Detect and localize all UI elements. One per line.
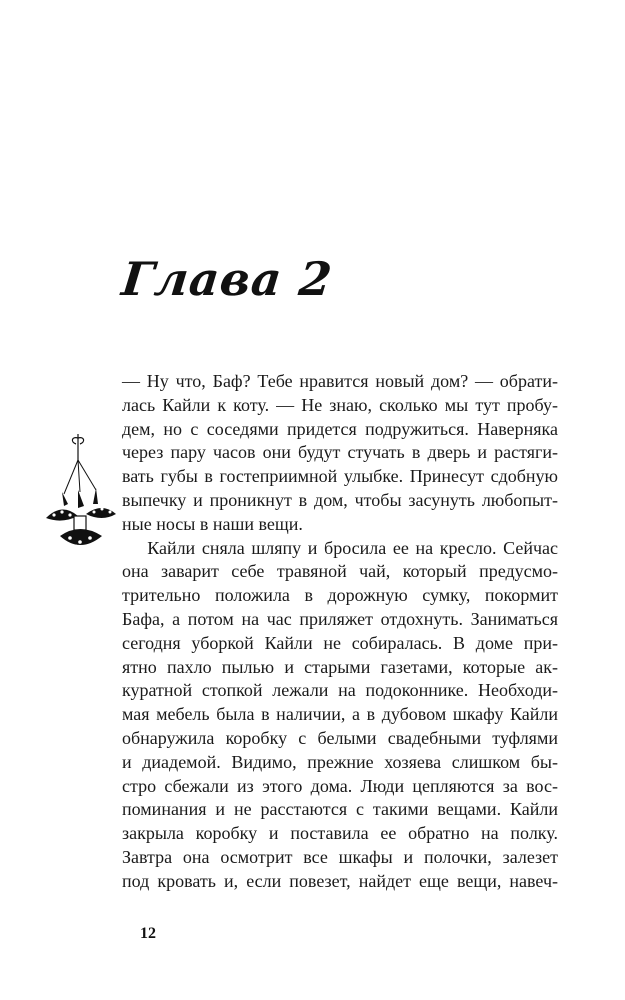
body-line: сегодня уборкой Кайли не собиралась. В доме при- <box>122 632 558 653</box>
body-line: выпечку и проникнут в дом, чтобы засунуть любопыт- <box>122 489 558 510</box>
body-line: трительно положила в дорожную сумку, покормит <box>122 585 558 606</box>
body-line: мая мебель была в наличии, а в дубовом шкафу Кайли <box>122 704 558 725</box>
page-number: 12 <box>140 925 156 942</box>
body-line: ные носы в наши вещи. <box>122 513 303 534</box>
body-line: под кровать и, если повезет, найдет еще вещи, навеч- <box>122 870 558 891</box>
body-line: поминания и не расстаются с такими вещами. Кайли <box>122 799 558 820</box>
chapter-title: Глава 2 <box>119 252 336 306</box>
body-line: дем, но с соседями придется подружиться. Наверняка <box>122 418 558 439</box>
body-line: через пару часов они будут стучать в дверь и растяги- <box>122 442 558 463</box>
body-line: куратной стопкой лежали на подоконнике. Необходи- <box>122 680 558 701</box>
body-line: ятно пахло пылью и старыми газетами, которые ак- <box>122 656 558 677</box>
body-line: вать губы в гостеприимной улыбке. Принесут сдобную <box>122 466 558 487</box>
body-line: — Ну что, Баф? Тебе нравится новый дом? — обрати- <box>122 371 558 391</box>
body-line: и диадемой. Видимо, прежние хозяева слишком бы- <box>122 751 558 772</box>
chapter-body <box>122 370 558 894</box>
body-line: обнаружила коробку с белыми свадебными туфлями <box>122 727 558 748</box>
body-line: стро сбежали из этого дома. Люди цепляются за вос- <box>122 775 558 796</box>
body-line: она заварит себе травяной чай, который предусмо- <box>122 561 558 582</box>
body-line: Кайли сняла шляпу и бросила ее на кресло. Сейчас <box>147 537 558 558</box>
body-line: закрыла коробку и поставила ее обратно на полку. <box>122 823 558 844</box>
body-line: Бафа, а потом на час приляжет отдохнуть. Заниматься <box>122 608 558 629</box>
body-line: Завтра она осмотрит все шкафы и полочки, залезет <box>122 846 558 867</box>
hanging-mushrooms-icon <box>40 432 120 562</box>
body-line: лась Кайли к коту. — Не знаю, сколько мы тут пробу- <box>122 394 558 415</box>
